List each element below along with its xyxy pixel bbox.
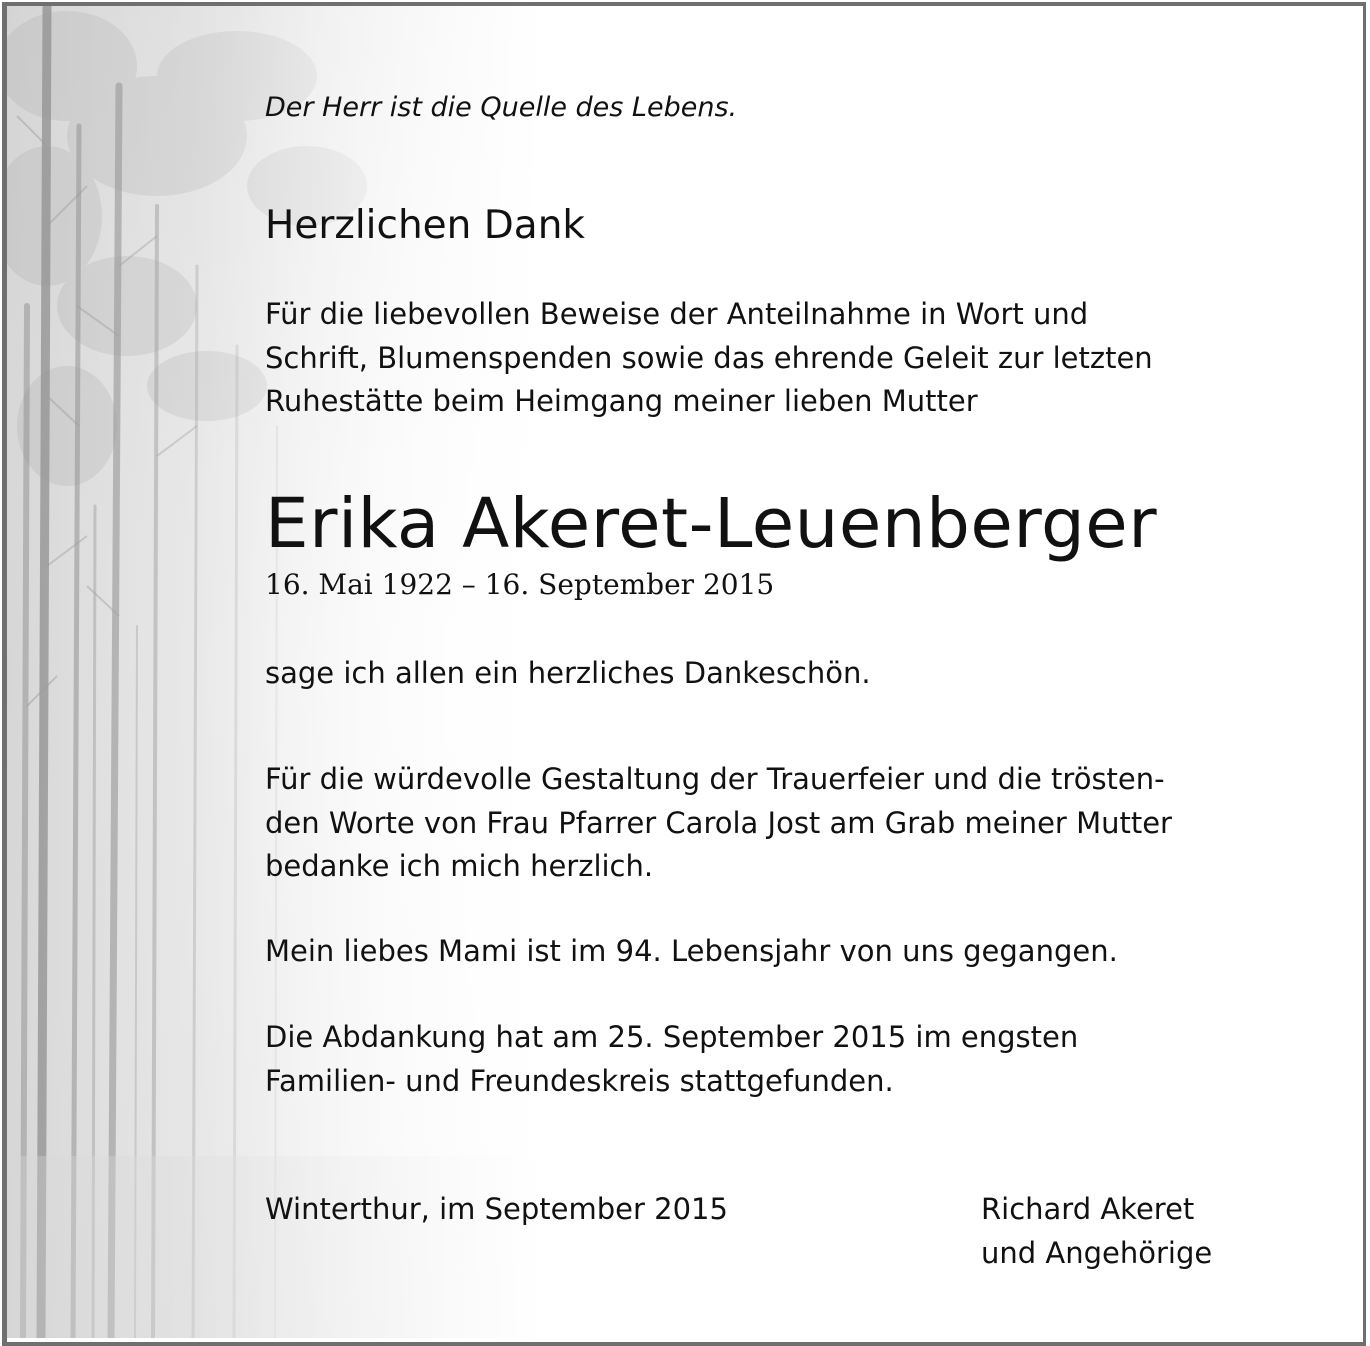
deceased-name: Erika Akeret-Leuenberger [265,484,1158,564]
thanks-line: sage ich allen ein herzliches Dankeschön. [265,656,871,690]
signature-line: Richard Akeret [981,1192,1195,1226]
intro-line: Für die liebevollen Beweise der Anteilnahme in Wort und [265,297,1089,331]
intro-line: Ruhestätte beim Heimgang meiner lieben Mutter [265,384,978,418]
place-date: Winterthur, im September 2015 [265,1192,728,1226]
intro-paragraph [265,293,1153,424]
ceremony-line: bedanke ich mich herzlich. [265,849,654,883]
signature-line: und Angehörige [981,1235,1213,1270]
age-note: Mein liebes Mami ist im 94. Lebensjahr von uns gegangen. [265,934,1118,968]
ceremony-line: Für die würdevolle Gestaltung der Trauerfeier und die trösten- [265,762,1165,796]
heading: Herzlichen Dank [265,203,585,248]
signature-block [981,1188,1212,1275]
ceremony-paragraph [265,758,1172,889]
ceremony-line: den Worte von Frau Pfarrer Carola Jost am Grab meiner Mutter [265,805,1172,840]
motto: Der Herr ist die Quelle des Lebens. [265,92,738,123]
farewell-line: Familien- und Freundeskreis stattgefunden. [265,1063,894,1098]
intro-line: Schrift, Blumenspenden sowie das ehrende Geleit zur letzten [265,340,1153,375]
farewell-line: Die Abdankung hat am 25. September 2015 im engsten [265,1020,1079,1054]
life-dates: 16. Mai 1922 – 16. September 2015 [265,568,775,601]
farewell-paragraph [265,1016,1078,1103]
